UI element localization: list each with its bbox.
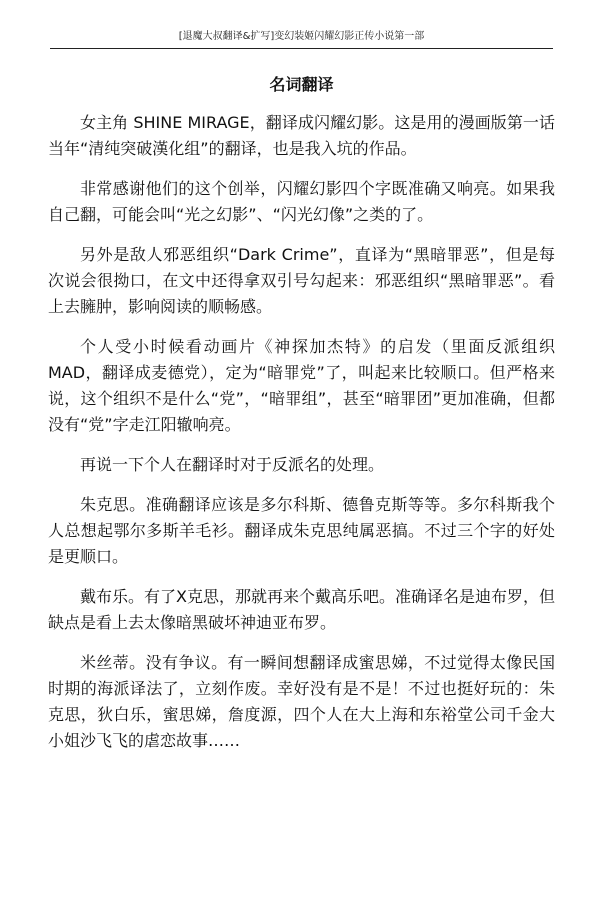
paragraph-villain-intro: 再说一下个人在翻译时对于反派名的处理。 (80, 455, 385, 474)
running-header (50, 28, 553, 49)
paragraph-heroine-name: 女主角 SHINE MIRAGE，翻译成闪耀幻影。这是用的漫画版第一话当年“清纯突破漢化组”的翻译，也是我入坑的作品。 (48, 113, 555, 158)
paragraph-villain-daibule: 戴布乐。有了X克思，那就再来个戴高乐吧。准确译名是迪布罗，但缺点是看上去太像暗黑破坏神迪亚布罗。 (48, 587, 555, 632)
document-body (48, 110, 555, 766)
paragraph-villain-zhukesi: 朱克思。准确翻译应该是多尔科斯、德鲁克斯等等。多尔科斯我个人总想起鄂尔多斯羊毛衫。翻译成朱克思纯属恶搞。不过三个字的好处是更顺口。 (48, 495, 555, 566)
running-header-title: [退魔大叔翻译&扩写]变幻装姬闪耀幻影正传小说第一部 (178, 31, 425, 42)
paragraph-gadget-inspiration: 个人受小时候看动画片《神探加杰特》的启发（里面反派组织MAD，翻译成麦德党），定为“暗罪党”了，叫起来比较顺口。但严格来说，这个组织不是什么“党”，“暗罪组”，甚至“暗罪团”更加准确，但都没有“党”字走江阳辙响亮。 (48, 337, 555, 434)
page-title: 名词翻译 (269, 75, 334, 94)
paragraph-villain-misidi: 米丝蒂。没有争议。有一瞬间想翻译成蜜思娣，不过觉得太像民国时期的海派译法了，立刻作废。幸好没有是不是！不过也挺好玩的：朱克思，狄白乐，蜜思娣，詹度源，四个人在大上海和东裕堂公司千金大小姐沙飞飞的虐恋故事…… (48, 653, 555, 750)
paragraph-thanks: 非常感谢他们的这个创举，闪耀幻影四个字既准确又响亮。如果我自己翻，可能会叫“光之幻影”、“闪光幻像”之类的了。 (48, 179, 555, 224)
paragraph-dark-crime: 另外是敌人邪恶组织“Dark Crime”，直译为“黑暗罪恶”，但是每次说会很拗口，在文中还得拿双引号勾起来：邪恶组织“黑暗罪恶”。看上去臃肿，影响阅读的顺畅感。 (48, 245, 555, 316)
